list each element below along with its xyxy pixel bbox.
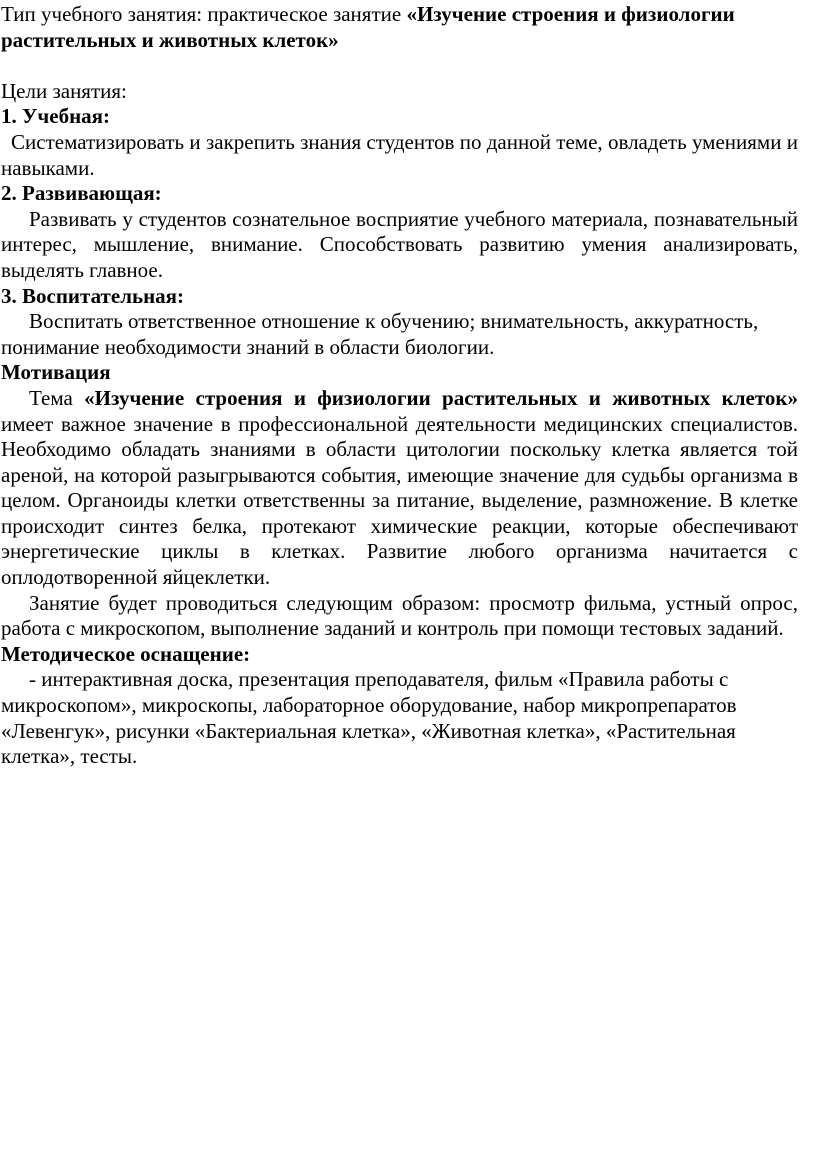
goal-3-text: Воспитать ответственное отношение к обучению; внимательность, аккуратность, понимание необходимости знаний в области биологии. [1, 309, 759, 359]
goal-2-text: Развивать у студентов сознательное восприятие учебного материала, познавательный интерес, мышление, внимание. Способствовать развитию умения анализировать, выделять главное. [1, 206, 798, 282]
goal-3-title: 3. Воспитательная: [1, 283, 185, 308]
motivation-heading: Мотивация [1, 360, 111, 385]
goal-1-text: Систематизировать и закрепить знания студентов по данной теме, овладеть умениями и навыками. [1, 129, 798, 180]
goal-1-title: 1. Учебная: [1, 104, 111, 129]
motivation-paragraph-2: Занятие будет проводиться следующим образом: просмотр фильма, устный опрос, работа с микроскопом, выполнение заданий и контроль при помощи тестовых заданий. [1, 590, 798, 641]
goal-2-title: 2. Развивающая: [1, 181, 162, 206]
equipment-heading: Методическое оснащение: [1, 641, 251, 666]
blank-line [1, 53, 798, 79]
motivation-topic: «Изучение строения и физиологии растительных и животных клеток» [84, 385, 798, 410]
lesson-type-line [1, 2, 798, 53]
equipment-text: - интерактивная доска, презентация преподавателя, фильм «Правила работы с микроскопом», микроскопы, лабораторное оборудование, набор микропрепаратов «Левенгук», рисунки «Бактериальная клетка», «Животная клетка», «Растительная клетка», тесты. [1, 667, 737, 769]
lesson-title: «Изучение строения и физиологии растительных и животных клеток» [1, 2, 735, 52]
goals-heading: Цели занятия: [1, 78, 127, 103]
lesson-type-label: Тип учебного занятия: практическое занятие [1, 2, 407, 26]
motivation-paragraph-1: Тема «Изучение строения и физиологии растительных и животных клеток» имеет важное значение в профессиональной деятельности медицинских специалистов. Необходимо обладать знаниями в области цитологии поскольку клетка является той ареной, на которой разыгрываются события, имеющие значение для судьбы организма в целом. Органоиды клетки ответственны за питание, выделение, размножение. В клетке происходит синтез белка, протекают химические реакции, которые обеспечивают энергетические циклы в клетках. Развитие любого организма начитается с оплодотворенной яйцеклетки. [1, 385, 798, 590]
